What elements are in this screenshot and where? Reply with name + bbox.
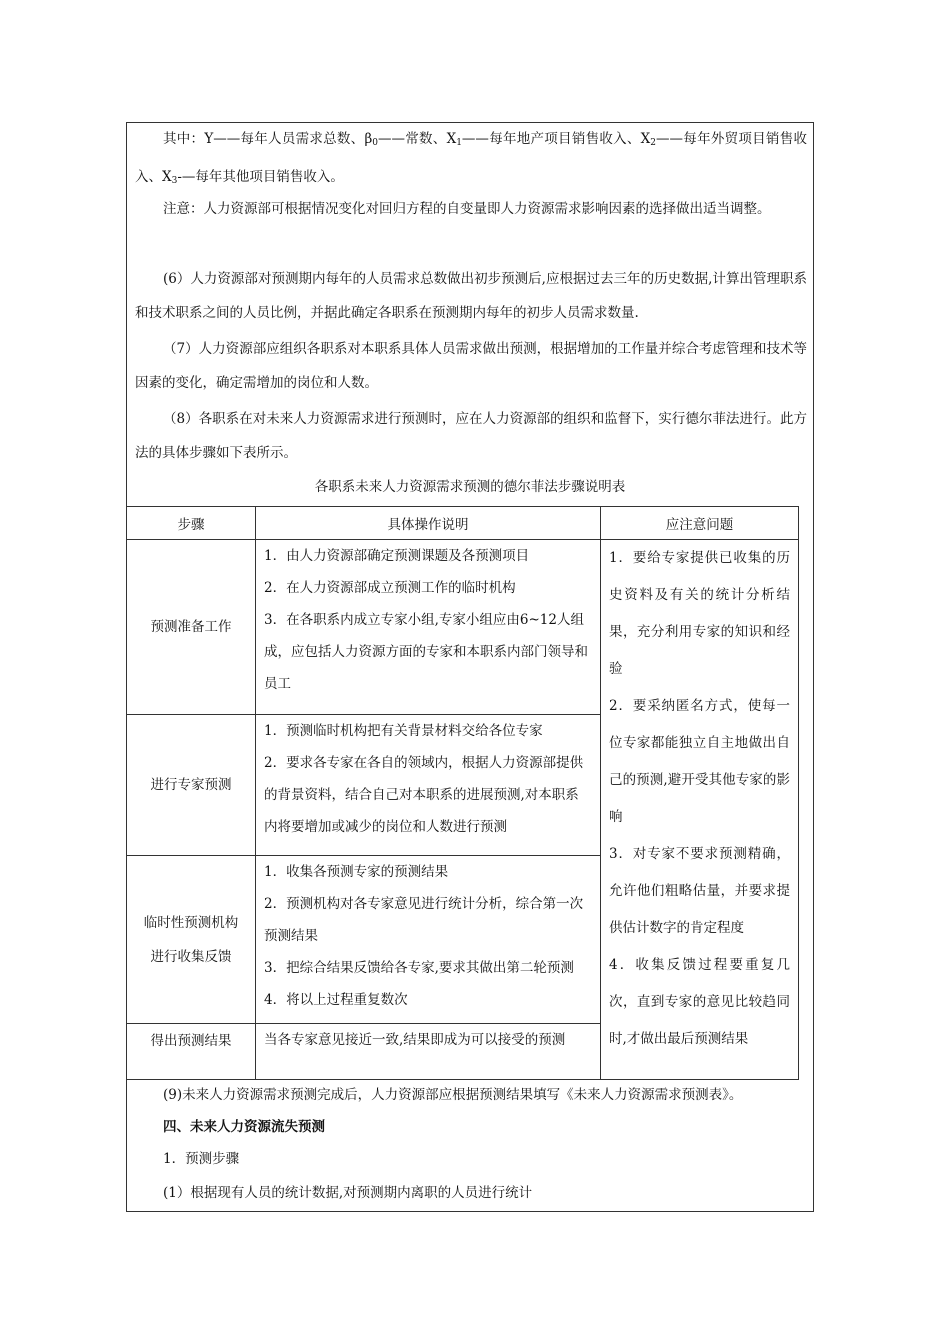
- list-item: 4．将以上过程重复数次: [264, 992, 408, 1008]
- table-row: [127, 540, 799, 715]
- list-item: 1．要给专家提供已收集的历史资料及有关的统计分析结果，充分利用专家的知识和经验: [609, 550, 790, 677]
- list-item: 当各专家意见接近一致,结果即成为可以接受的预测: [264, 1032, 566, 1048]
- ops-result: [256, 1024, 601, 1080]
- paragraph-6: (6）人力资源部对预测期内每年的人员需求总数做出初步预测后,应根据过去三年的历史数据,计算出管理职系和技术职系之间的人员比例，并据此确定各职系在预测期内每年的初步人员需求数量.: [135, 271, 807, 321]
- step-prepare: 预测准备工作: [127, 540, 256, 715]
- paragraph-9: (9)未来人力资源需求预测完成后，人力资源部应根据预测结果填写《未来人力资源需求预测表》。: [163, 1087, 743, 1103]
- list-item: 3．把综合结果反馈给各专家,要求其做出第二轮预测: [264, 960, 574, 976]
- section-heading: 四、未来人力资源流失预测: [163, 1119, 325, 1135]
- list-item: 2．在人力资源部成立预测工作的临时机构: [264, 580, 516, 596]
- list-item: 3．对专家不要求预测精确，允许他们粗略估量，并要求提供估计数字的肯定程度: [609, 846, 790, 936]
- step-result: 得出预测结果: [127, 1024, 256, 1080]
- delphi-steps-table: [126, 506, 799, 1080]
- list-item: 2．预测机构对各专家意见进行统计分析，综合第一次预测结果: [264, 896, 584, 944]
- note-paragraph: 注意：人力资源部可根据情况变化对回归方程的自变量即人力资源需求影响因素的选择做出适当调整。: [163, 201, 771, 217]
- header-notes: 应注意问题: [601, 507, 799, 540]
- list-item: 3．在各职系内成立专家小组,专家小组应由6~12人组成，应包括人力资源方面的专家和本职系内部门领导和员工: [264, 612, 588, 692]
- subsection-title: 1．预测步骤: [163, 1151, 240, 1167]
- ops-expert-forecast: [256, 715, 601, 856]
- list-item: 4．收集反馈过程要重复几次，直到专家的意见比较趋同时,才做出最后预测结果: [609, 957, 790, 1047]
- table-caption: 各职系未来人力资源需求预测的德尔菲法步骤说明表: [314, 479, 626, 495]
- formula-definition: 其中：Y——每年人员需求总数、$\beta_0——$常数、$X_1——$每年地产项目销售收入、$X_2——$每年外贸项目销售收入、$X_3-—$每年其他项目销售收入。: [135, 131, 807, 186]
- list-item: 1．由人力资源部确定预测课题及各预测项目: [264, 548, 530, 564]
- list-item: 2．要采纳匿名方式，使每一位专家都能独立自主地做出自己的预测,避开受其他专家的影响: [609, 698, 790, 825]
- ops-prepare: [256, 540, 601, 715]
- paragraph-8: （8）各职系在对未来人力资源需求进行预测时，应在人力资源部的组织和监督下，实行德尔菲法进行。此方法的具体步骤如下表所示。: [135, 411, 807, 461]
- table-header-row: [127, 507, 799, 540]
- paragraph-7: （7）人力资源部应组织各职系对本职系具体人员需求做出预测，根据增加的工作量并综合考虑管理和技术等因素的变化，确定需增加的岗位和人数。: [135, 341, 807, 391]
- list-item: 2．要求各专家在各自的领域内，根据人力资源部提供的背景资料，结合自己对本职系的进展预测,对本职系内将要增加或减少的岗位和人数进行预测: [264, 755, 584, 835]
- step-expert-forecast: 进行专家预测: [127, 715, 256, 856]
- list-item: 1．收集各预测专家的预测结果: [264, 864, 449, 880]
- step-feedback: 临时性预测机构 进行收集反馈: [127, 856, 256, 1024]
- header-operations: 具体操作说明: [256, 507, 601, 540]
- notes-cell: [601, 540, 799, 1080]
- list-item: 1．预测临时机构把有关背景材料交给各位专家: [264, 723, 543, 739]
- list-item: (1）根据现有人员的统计数据,对预测期内离职的人员进行统计: [163, 1185, 533, 1201]
- ops-feedback: [256, 856, 601, 1024]
- header-step: 步骤: [127, 507, 256, 540]
